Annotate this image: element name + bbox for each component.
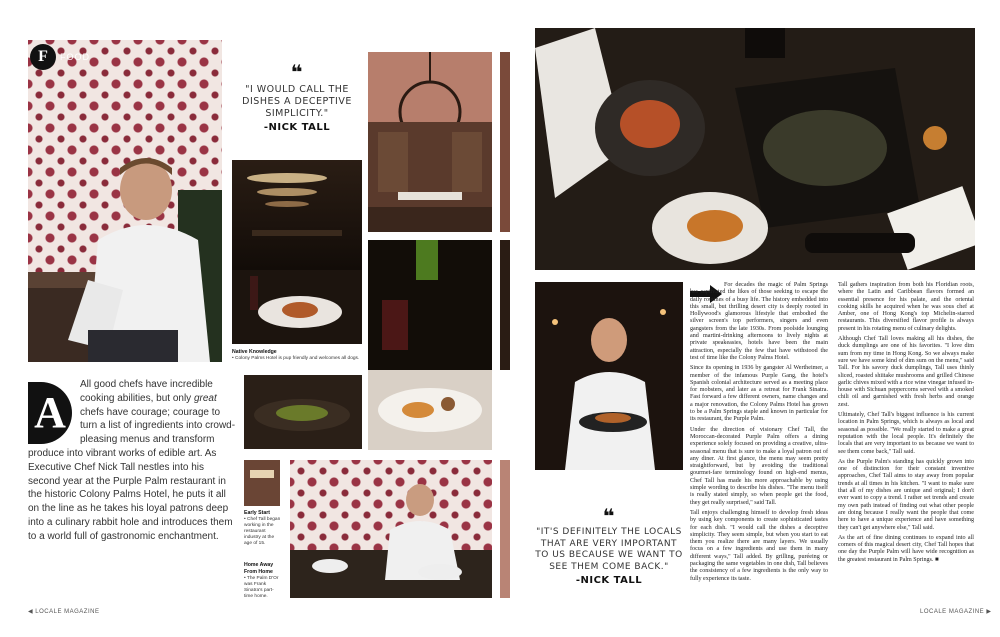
wine-flower-strip bbox=[500, 240, 510, 370]
article-col2-p5: As the art of fine dining continues to expand into all corners of this magical desert city, Chef Tall hopes that one day the Purple Palm will have wide recognition as the greatest restaurant in Palm Springs. ■ bbox=[838, 534, 974, 563]
section-badge bbox=[30, 44, 110, 70]
pull-quote-1-text: "I WOULD CALL THE DISHES A DECEPTIVE SIMPLICITY." bbox=[242, 84, 352, 119]
section-badge-label: FOOD bbox=[60, 52, 90, 62]
article-col2-p2: Although Chef Tall loves making all his dishes, the duck dumplings are one of his favorites. "I love dim sum from my time in Hong Kong. So we always make sure we have some kind of dim sum on the menu," said Tall. For his savory duck dumplings, Tall uses thinly sliced, roasted shiitake mushrooms and grilled Chinese garlic chives mixed with a rice wine vinegar infused in-house with Sichuan peppercorns served with a smoked chili oil and garnished with fresh herbs and orange zest. bbox=[838, 336, 974, 408]
pull-quote-2-text: "IT'S DEFINITELY THE LOCALS THAT ARE VERY IMPORTANT TO US BECAUSE WE WANT TO SEE THEM COME BACK." bbox=[535, 527, 683, 572]
article-col2-p4: As the Purple Palm's standing has quickly grown into one of distinction for their constant inventive approaches, Chef Tall aims to stay away from popular trends at all times in his kitchen. "I want to make sure that all of my dishes are unique and original; I don't ever want to copy a trend. I rather set trends and create my own path instead of finding out what other people are doing because I really want the people that come here to have a unique experience and have something they can't get anywhere else," Tall said. bbox=[838, 458, 974, 531]
intro-text-1: All good chefs have incredible cooking abilities, but only bbox=[80, 379, 213, 404]
caption-early-text: • Chef Tall began working in the restaurant industry at the age of 15. bbox=[244, 517, 281, 546]
drop-cap-letter: A bbox=[34, 388, 66, 437]
chef-portrait-photo bbox=[28, 40, 222, 362]
salad-platter-illustration bbox=[244, 375, 362, 449]
caption-home-away bbox=[244, 562, 282, 600]
chef-holding-plate-photo bbox=[535, 282, 683, 470]
pull-quote-2 bbox=[535, 504, 683, 586]
plated-pasta-illustration bbox=[232, 270, 362, 344]
food-spread-illustration bbox=[535, 28, 975, 270]
article-col1-p4: Tall enjoys challenging himself to develop fresh ideas by using key components to create sophisticated tastes for each dish. "I would call the dishes a deceptive simplicity. They seem simple, but when you start to eat them you realize there are many layers. We usually focus on a few ingredients and use them in many different ways," Tall added. By grilling, puréeing or packaging the same vegetables in one dish, Tall believes the consistency of a few ingredients is the only way to fully experience its taste. bbox=[690, 509, 828, 582]
footer-left-label: LOCALE MAGAZINE bbox=[35, 609, 100, 615]
wine-flower-photo bbox=[368, 240, 492, 370]
wine-flower-illustration bbox=[368, 240, 492, 370]
dining-room-photo bbox=[368, 52, 492, 232]
chef-at-table-strip bbox=[500, 460, 510, 598]
intro-text-2: chefs have courage; courage to turn a list of ingredients into crowd-pleasing menus and transform produce into vibrant works of edible art. As Executive Chef Nick Tall nestles into his second year at the Purple Palm restaurant in the historic Colony Palms Hotel, he puts it all on the line as he takes his loyal patrons deep into a culinary rabbit hole and introduces them to a world full of gastronomic enchantment. bbox=[28, 406, 236, 542]
chef-small-photo bbox=[244, 460, 280, 506]
caption-native-knowledge bbox=[232, 349, 367, 362]
footer-left: ◀ LOCALE MAGAZINE bbox=[28, 609, 100, 615]
pull-quote-1-author: -NICK TALL bbox=[263, 122, 331, 133]
article-col2-p1: Tall gathers inspiration from both his Floridian roots, where the Latin and Caribbean flavors formed an essential presence for his palate, and the oriental cooking skills he acquired when he was sous chef at Amber, one of Hong Kong's top Michelin-starred restaurants. This diversified flavor profile is always present in his rotating menu of culinary delights. bbox=[838, 282, 974, 332]
dining-room-illustration bbox=[368, 52, 492, 232]
caption-native-text: • Colony Palms Hotel is pup friendly and welcomes all dogs. bbox=[232, 356, 360, 361]
caption-home-text: • The Palm D'Or was Frank Sinatra's part-time home. bbox=[244, 576, 279, 599]
pull-quote-2-author: -NICK TALL bbox=[575, 575, 643, 586]
article-col1-p2: Since its opening in 1936 by gangster Al Wertheimer, a member of the infamous Purple Gang, the hotel's Spanish colonial architecture served as a meeting place for mobsters, and later as a retreat for Frank Sinatra. Fast forward a few different owners, name changes and a major renovation, the Colony Palms Hotel has grown to be a Palm Springs staple and known in particular for its restaurant, the Purple Palm. bbox=[690, 365, 828, 423]
plated-pasta-photo bbox=[232, 270, 362, 344]
caption-early-start bbox=[244, 510, 282, 547]
article-col1-p3: Under the direction of visionary Chef Tall, the Moroccan-decorated Purple Palm offers a dining experience solely focused on providing a creative, ultra-seasonal menu that is sure to make a loyal patron out of any diner. At first glance, the menu may seem pretty straightforward, but by avoiding the traditional gourmet-fare terminology found on high-end menus, Chef Tall has made his more approachable by using simple wording to describe his dishes. "The menu itself is really stated simply, so when people get the food, they get really surprised," said Tall. bbox=[690, 426, 828, 506]
salad-platter-photo bbox=[244, 375, 362, 449]
footer-right-label: LOCALE MAGAZINE bbox=[920, 609, 985, 615]
section-badge-circle bbox=[30, 44, 56, 70]
intro-paragraph bbox=[28, 378, 238, 544]
caption-early-title: Early Start bbox=[244, 510, 270, 516]
chef-holding-plate-illustration bbox=[535, 282, 683, 470]
article-col1-p1: For decades the magic of Palm Springs has captivated the likes of those seeking to escape the daily routines of a busy life. The history embedded into this small, but thrilling desert city is deeply rooted in Hollywood's glamorous lifestyle that embodied the silver screen's top performers, singers and even gangsters from the late 1930s. From poolside lounging and martini-drinking afternoons to lively nights at private speakeasies, hotels have been the main attraction, especially the few that have withstood the test of time like the Colony Palms Hotel. bbox=[690, 282, 828, 361]
food-spread-photo bbox=[535, 28, 975, 270]
chef-small-illustration bbox=[244, 460, 280, 506]
intro-text-great: great bbox=[193, 392, 217, 404]
article-column-2 bbox=[838, 282, 974, 567]
caption-native-title: Native Knowledge bbox=[232, 349, 277, 355]
article-col2-p3: Ultimately, Chef Tall's biggest influence is his current location in Palm Springs, which is always as local and seasonal as possible. "We really started to make a great reputation with the local people. It's definitely the locals that are very important to us because we want to see them come back," Tall said. bbox=[838, 412, 974, 455]
section-badge-letter: F bbox=[38, 48, 48, 65]
chef-portrait-figure bbox=[28, 40, 222, 362]
restaurant-lights-illustration bbox=[232, 160, 362, 270]
quote-marks-icon-2: ❝ bbox=[602, 504, 616, 528]
quote-marks-icon: ❝ bbox=[290, 60, 304, 84]
caption-home-title: Home Away From Home bbox=[244, 562, 274, 575]
article-column-1 bbox=[690, 282, 828, 586]
chef-at-table-photo bbox=[290, 460, 492, 598]
shrimp-plate-photo bbox=[368, 370, 492, 450]
chef-at-table-illustration bbox=[290, 460, 492, 598]
restaurant-lights-photo bbox=[232, 160, 362, 270]
shrimp-plate-illustration bbox=[368, 370, 492, 450]
pull-quote-1 bbox=[232, 60, 362, 133]
footer-right: LOCALE MAGAZINE ▶ bbox=[920, 609, 992, 615]
dining-room-strip bbox=[500, 52, 510, 232]
